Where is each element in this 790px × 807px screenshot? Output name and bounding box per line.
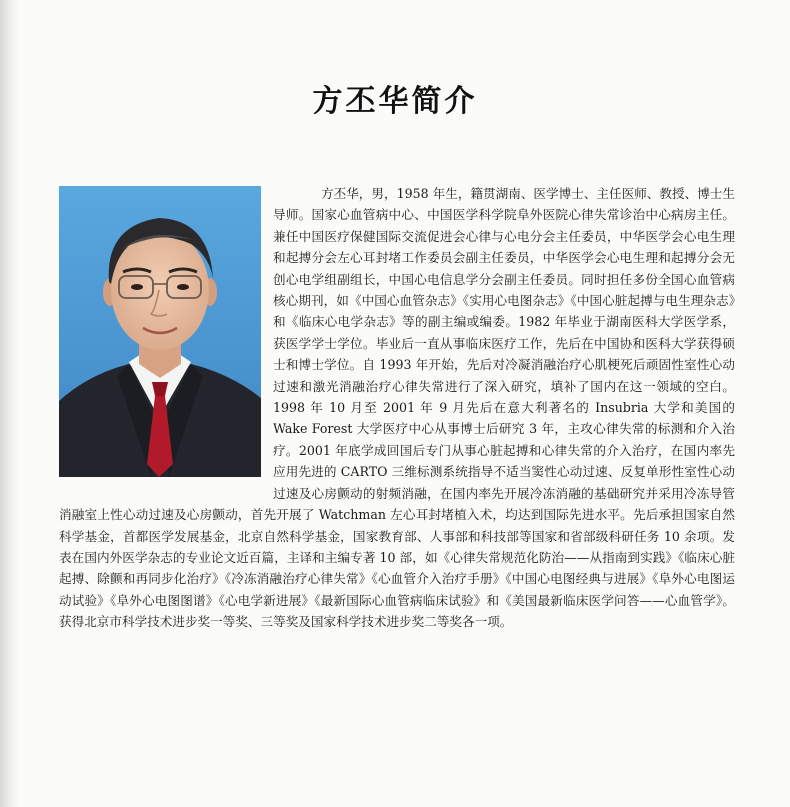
- binding-shadow: [0, 0, 18, 807]
- author-biography-container: [59, 183, 735, 633]
- photo-wrap-spacer: [59, 183, 273, 493]
- page-title: 方丕华简介: [312, 84, 478, 119]
- author-biography: 方丕华，男，1958 年生，籍贯湖南、医学博士、主任医师、教授、博士生导师。国家心血管病中心、中国医学科学院阜外医院心律失常诊治中心病房主任。兼任中国医疗保健国际交流促进会心律与心电分会主任委员，中华医学会心电生理和起搏分会左心耳封堵工作委员会副主任委员，中华医学会心电生理和起搏分会无创心电学组副组长，中国心电信息学分会副主任委员。同时担任多份全国心血管病核心期刊，如《中国心血管杂志》《实用心电图杂志》《中国心脏起搏与电生理杂志》和《临床心电学杂志》等的副主编或编委。1982 年毕业于湖南医科大学医学系，获医学学士学位。毕业后一直从事临床医疗工作，先后在中国协和医科大学获得硕士和博士学位。自 1993 年开始，先后对冷凝消融治疗心肌梗死后顽固性室性心动过速和激光消融治疗心律失常进行了深入研究，填补了国内在这一领域的空白。1998 年 10 月至 2001 年 9 月先后在意大利著名的 Insubria 大学和美国的 Wake Forest 大学医疗中心从事博士后研究 3 年，主攻心律失常的标测和介入治疗。2001 年底学成回国后专门从事心脏起搏和心律失常的介入治疗，在国内率先应用先进的 CARTO 三维标测系统指导不适当窦性心动过速、反复单形性室性心动过速及心房颤动的射频消融，在国内率先开展冷冻消融的基础研究并采用冷冻导管消融室上性心动过速及心房颤动，首先开展了 Watchman 左心耳封堵植入术，均达到国际先进水平。先后承担国家自然科学基金，首都医学发展基金，北京自然科学基金，国家教育部、人事部和科技部等国家和省部级科研任务 10 余项。发表在国内外医学杂志的专业论文近百篇，主译和主编专著 10 部，如《心律失常规范化防治——从指南到实践》《临床心脏起搏、除颤和再同步化治疗》《冷冻消融治疗心律失常》《心血管介入治疗手册》《中国心电图经典与进展》《阜外心电图运动试验》《阜外心电图图谱》《心电学新进展》《最新国际心血管病临床试验》和《美国最新临床医学问答——心血管学》。获得北京市科学技术进步奖一等奖、三等奖及国家科学技术进步奖二等奖各一项。: [59, 186, 735, 630]
